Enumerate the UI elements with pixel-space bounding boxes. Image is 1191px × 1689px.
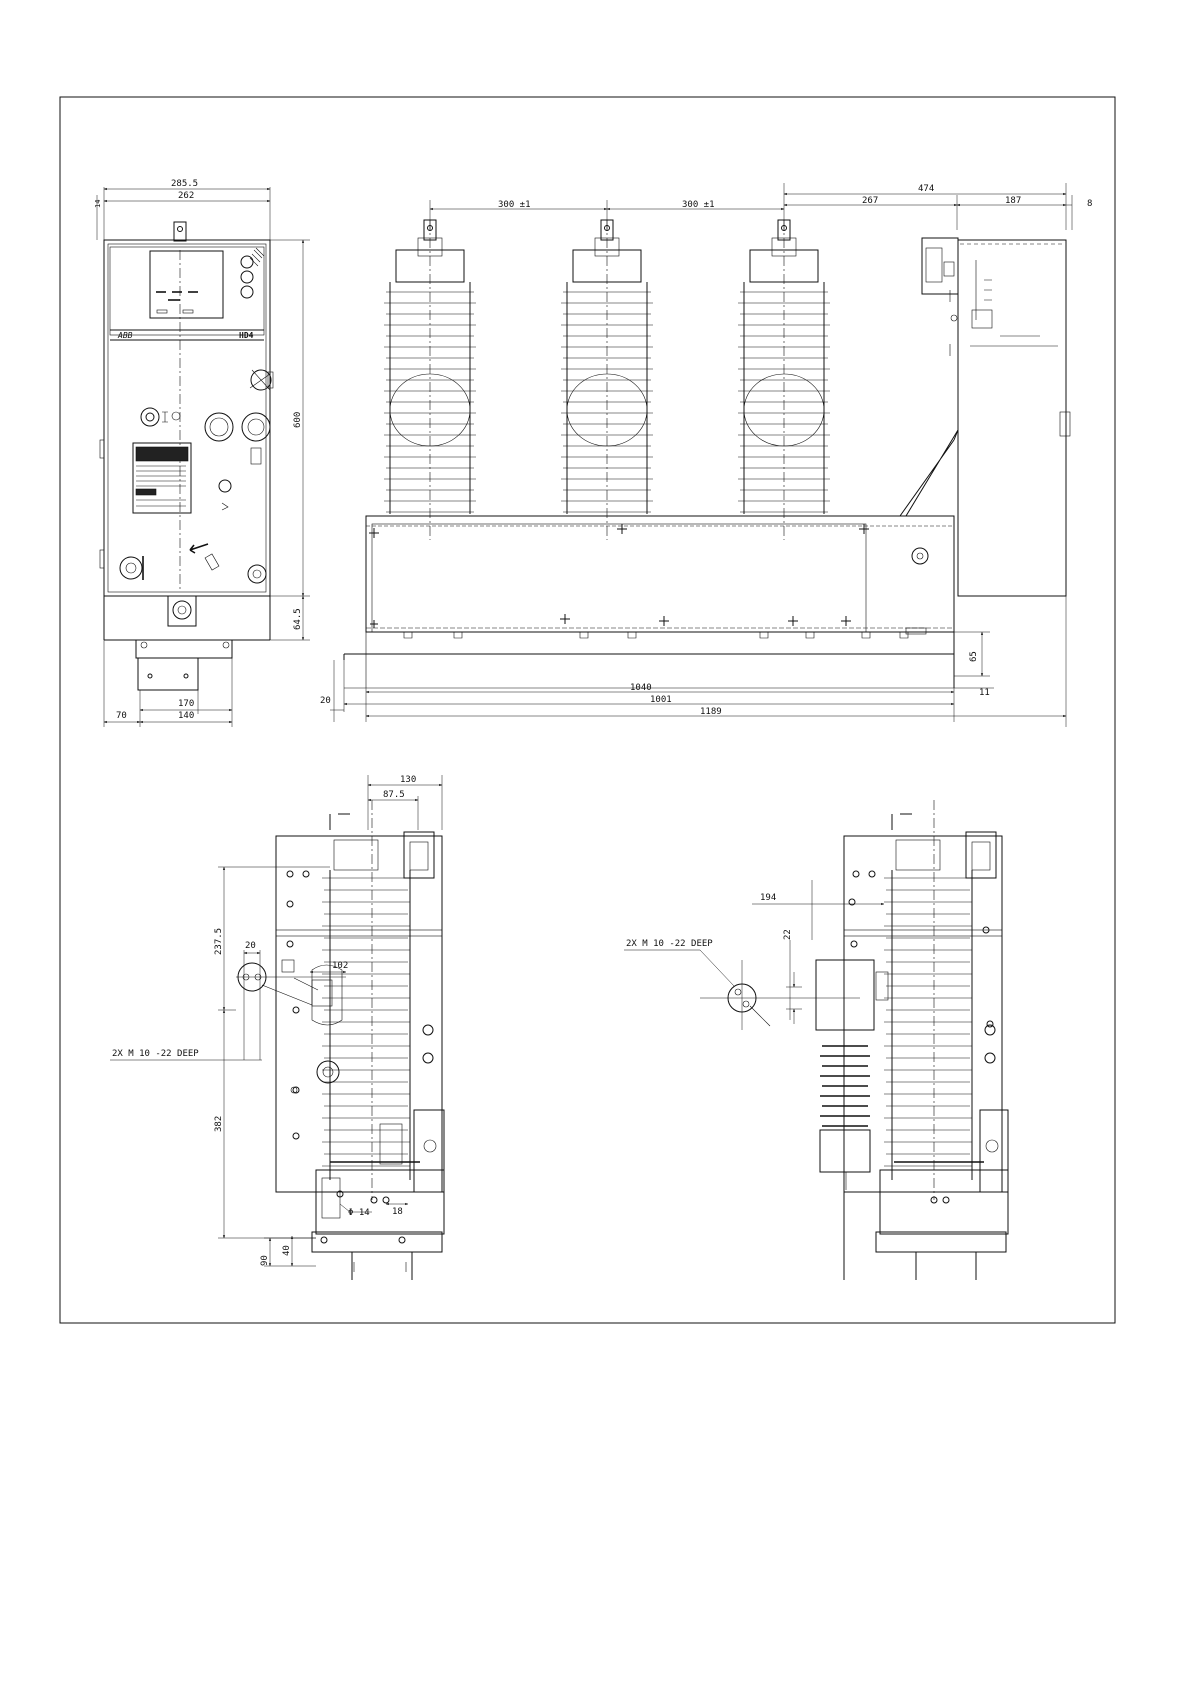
dim-span-187: 187 bbox=[1005, 196, 1022, 206]
dim-overall-474: 474 bbox=[918, 184, 935, 194]
dim-width-1189: 1189 bbox=[700, 707, 722, 717]
dim-base-140: 140 bbox=[178, 711, 195, 721]
dim-382: 382 bbox=[214, 1115, 224, 1132]
dim-87-5: 87.5 bbox=[383, 790, 405, 800]
dim-20: 20 bbox=[245, 941, 256, 951]
brand-label: ABB bbox=[118, 331, 133, 340]
mechanism-box bbox=[958, 240, 1066, 596]
dim-base-height: 64.5 bbox=[293, 608, 303, 630]
dim-pitch-right: 300 ±1 bbox=[682, 200, 715, 210]
dim-base-offset: 70 bbox=[116, 711, 127, 721]
dim-inner-width: 262 bbox=[178, 191, 195, 201]
dim-base-11: 11 bbox=[979, 688, 990, 698]
dim-offset-20: 20 bbox=[320, 696, 331, 706]
dim-overall-width: 285.5 bbox=[171, 179, 199, 189]
dim-base-65: 65 bbox=[969, 651, 979, 662]
dim-194: 194 bbox=[760, 893, 777, 903]
detail-right-note: 2X M 10 -22 DEEP bbox=[626, 939, 713, 949]
front-view bbox=[94, 179, 310, 727]
pole-3 bbox=[738, 220, 830, 540]
dim-102: 102 bbox=[332, 961, 349, 971]
dim-phi-14: Φ 14 bbox=[348, 1208, 370, 1218]
dim-40: 40 bbox=[282, 1245, 292, 1256]
dim-height: 600 bbox=[293, 411, 303, 428]
dim-span-8: 8 bbox=[1087, 199, 1093, 209]
dim-237-5: 237.5 bbox=[214, 927, 224, 955]
dim-width-1040: 1040 bbox=[630, 683, 652, 693]
dim-18: 18 bbox=[392, 1207, 403, 1217]
dim-22: 22 bbox=[783, 929, 793, 940]
dim-90: 90 bbox=[260, 1255, 270, 1266]
dim-span-267: 267 bbox=[862, 196, 879, 206]
side-view bbox=[320, 183, 1092, 727]
side-bushing bbox=[816, 960, 874, 1030]
dim-base-170: 170 bbox=[178, 699, 195, 709]
model-label: HD4 bbox=[239, 331, 254, 340]
detail-left-view bbox=[110, 775, 444, 1280]
pole-1 bbox=[384, 220, 476, 540]
dim-width-1001: 1001 bbox=[650, 695, 672, 705]
pole-2 bbox=[561, 220, 653, 540]
detail-right-view bbox=[624, 800, 1008, 1280]
dim-pitch-left: 300 ±1 bbox=[498, 200, 531, 210]
dim-130: 130 bbox=[400, 775, 417, 785]
svg-text:14: 14 bbox=[94, 199, 102, 208]
detail-left-note: 2X M 10 -22 DEEP bbox=[112, 1049, 199, 1059]
